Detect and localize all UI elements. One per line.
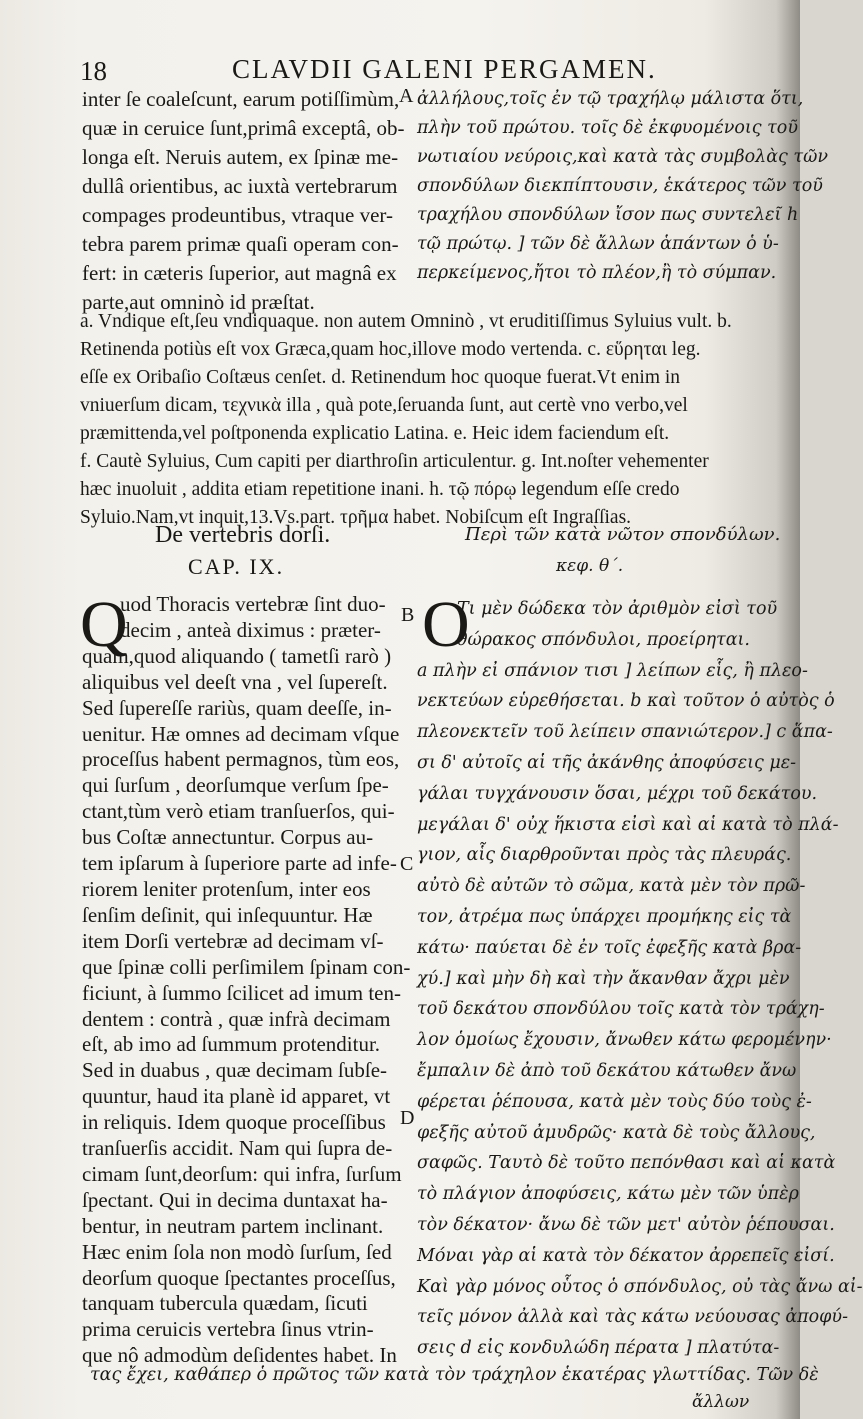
margin-letter-a: A xyxy=(399,85,414,107)
margin-letter-c: C xyxy=(400,853,414,875)
greek-bottom-line: τας ἔχει, καθάπερ ὁ πρῶτος τῶν κατὰ τὸν τράχηλον ἑκατέρας γλωττίδας. Τῶν δὲ xyxy=(90,1365,819,1385)
page-header xyxy=(74,50,764,84)
text-line: πλεονεκτεῖν τοῦ λείπειν σπανιώτερον.] c ἅπα- xyxy=(417,722,833,743)
text-line: tanquam tubercula quædam, ſicuti xyxy=(82,1291,368,1316)
text-line: longa eſt. Neruis autem, ex ſpinæ me- xyxy=(82,145,399,169)
margin-letter-b: B xyxy=(401,604,415,626)
text-line: uod Thoracis vertebræ ſint duo- xyxy=(120,592,386,616)
text-line: κάτω· παύεται δὲ ἐν τοῖς ἐφεξῆς κατὰ βρα- xyxy=(417,937,802,958)
text-line: σεις d εἰς κονδυλώδη πέρατα ] πλατύτα- xyxy=(417,1338,780,1359)
page-number: 18 xyxy=(80,56,107,86)
footnotes xyxy=(80,308,760,532)
text-line: bus Coſtæ annectuntur. Corpus au- xyxy=(82,825,374,850)
text-line: compages prodeuntibus, vtraque ver- xyxy=(82,203,393,227)
text-line: dentem : contrà , quæ infrà decimam xyxy=(82,1006,391,1031)
text-line: ſpectant. Qui in decima duntaxat ha- xyxy=(82,1187,388,1212)
text-line: ctant,tùm verò etiam tranſuerſos, qui- xyxy=(82,799,395,824)
catchword: ἄλλων xyxy=(692,1392,750,1412)
text-line: Sed ſupereſſe rariùs, quam deeſſe, in- xyxy=(82,695,392,720)
text-line: parte,aut omninò id præſtat. xyxy=(82,290,315,314)
text-line: hæc inuoluit , addita etiam repetitione inani. h. τῷ πόρῳ legendum eſſe credo xyxy=(80,479,680,500)
text-line: tem ipſarum à ſuperiore parte ad infe- xyxy=(82,851,397,876)
text-line: dullâ orientibus, ac iuxtà vertebrarum xyxy=(82,174,398,198)
text-line: tebra parem primæ quaſi operam con- xyxy=(82,232,399,256)
running-head: CLAVDII GALENI PERGAMEN. xyxy=(232,54,657,84)
text-line: τεῖς μόνον ἀλλὰ καὶ τὰς κάτω νεύουσας ἀποφύ- xyxy=(417,1307,848,1328)
text-line: a. Vndique eſt,ſeu vndiquaque. non autem Omninò , vt eruditiſſimus Syluius vult. b. xyxy=(80,311,732,332)
text-line: θώρακος σπόνδυλοι, προείρηται. xyxy=(457,629,750,650)
text-line: φέρεται ῥέπουσα, κατὰ μὲν τοὺς δύο τοὺς ἐ- xyxy=(417,1091,812,1112)
text-line: μεγάλαι δ' οὐχ ἥκιστα εἰσὶ καὶ αἱ κατὰ τὸ πλά- xyxy=(417,814,839,835)
text-line: decim , anteà diximus : præter- xyxy=(120,617,381,642)
chapter-title-latin: De vertebris dorſi. xyxy=(155,522,331,548)
main-greek-column xyxy=(417,588,863,1364)
text-line: Sed in duabus , quæ decimam ſubſe- xyxy=(82,1058,388,1083)
text-line: φεξῆς αὐτοῦ ἀμυδρῶς· κατὰ δὲ τοὺς ἄλλους, xyxy=(417,1122,816,1143)
text-line: τῷ πρώτῳ. ] τῶν δὲ ἄλλων ἁπάντων ὁ ὑ- xyxy=(417,234,779,254)
text-line: τὸν δέκατον· ἄνω δὲ τῶν μετ' αὐτὸν ῥέπουσαι. xyxy=(417,1214,835,1235)
text-line: τὸ πλάγιον ἀποφύσεις, κάτω μὲν τῶν ὑπὲρ xyxy=(417,1184,799,1205)
main-latin-column xyxy=(80,588,411,1369)
text-line: a πλὴν εἰ σπάνιον τισι ] λείπων εἷς, ἢ πλεο- xyxy=(417,660,808,681)
text-line: νεκτεύων εὑρεθήσεται. b καὶ τοῦτον ὁ αὐτὸς ὁ xyxy=(417,691,835,712)
text-line: prima ceruicis vertebra ſinus vtrin- xyxy=(82,1317,374,1342)
text-line: tranſuerſis accidit. Nam qui ſupra de- xyxy=(82,1136,393,1161)
top-greek-column xyxy=(417,85,828,288)
text-line: γάλαι τυγχάνουσιν ὅσαι, μέχρι τοῦ δεκάτου. xyxy=(417,783,818,804)
text-line: ſenſim deſinit, qui inſequuntur. Hæ xyxy=(82,902,373,927)
text-line: in reliquis. Idem quoque proceſſibus xyxy=(82,1110,386,1135)
chapter-number-latin: CAP. IX. xyxy=(188,554,285,579)
text-line: qui ſurſum , deorſumque verſum ſpe- xyxy=(82,773,389,798)
text-line: quæ in ceruice ſunt,primâ exceptâ, ob- xyxy=(82,116,405,140)
text-line: eſt, ab imo ad ſummum protenditur. xyxy=(82,1032,381,1057)
top-latin-column xyxy=(82,85,404,317)
text-line: αὐτὸ δὲ αὐτῶν τὸ σῶμα, κατὰ μὲν τὸν πρῶ- xyxy=(417,876,806,897)
text-line: Καὶ γὰρ μόνος οὗτος ὁ σπόνδυλος, οὐ τὰς ἄνω αἰ- xyxy=(417,1276,863,1297)
text-line: proceſſus habent permagnos, tùm eos, xyxy=(82,747,400,772)
margin-letter-d: D xyxy=(400,1107,415,1129)
text-line: que nô admodùm deſidentes habet. In xyxy=(82,1343,397,1368)
text-line: χύ.] καὶ μὴν δὴ καὶ τὴν ἄκανθαν ἄχρι μὲν xyxy=(417,968,790,989)
text-line: item Dorſi vertebræ ad decimam vſ- xyxy=(82,928,384,953)
latin-drop-cap: Q xyxy=(80,588,128,661)
text-line: Hæc enim ſola non modò ſurſum, ſed xyxy=(82,1239,392,1264)
text-line: inter ſe coaleſcunt, earum potiſſimùm, xyxy=(82,87,400,111)
text-line: quuntur, haud ita planè id apparet, vt xyxy=(82,1084,391,1109)
text-line: τοῦ δεκάτου σπονδύλου τοῖς κατὰ τὸν τράχη- xyxy=(417,999,825,1020)
text-line: γιον, αἷς διαρθροῦνται πρὸς τὰς πλευράς. xyxy=(417,845,792,866)
text-line: quam,quod aliquando ( tametſi rarò ) xyxy=(82,643,392,668)
text-line: que ſpinæ colli perſimilem ſpinam con- xyxy=(82,954,411,979)
text-line: σαφῶς. Ταυτὸ δὲ τοῦτο πεπόνθασι καὶ αἱ κατὰ xyxy=(417,1153,836,1174)
text-line: Syluio.Nam,vt inquit,13.Vs.part. τρῆμα habet. Nobiſcum eſt Ingraſſias. xyxy=(80,507,632,528)
text-line: σι δ' αὐτοῖς αἱ τῆς ἀκάνθης ἀποφύσεις με- xyxy=(417,752,797,773)
text-line: ficiunt, à ſummo ſcilicet ad imum ten- xyxy=(82,980,401,1005)
text-line: λον ὁμοίως ἔχουσιν, ἄνωθεν κάτω φερομένην· xyxy=(417,1030,832,1051)
text-line: πλὴν τοῦ πρώτου. τοῖς δὲ ἐκφυομένοις τοῦ xyxy=(417,118,798,138)
text-line: fert: in cæteris ſuperior, aut magnâ ex xyxy=(82,261,397,285)
text-line: Retinenda potiùs eſt vox Græca,quam hoc,illove modo vertenda. c. εὕρηται leg. xyxy=(80,339,701,360)
greek-drop-cap: O xyxy=(422,588,470,661)
text-line: Τι μὲν δώδεκα τὸν ἀριθμὸν εἰσὶ τοῦ xyxy=(457,599,778,619)
text-line: σπονδύλων διεκπίπτουσιν, ἑκάτερος τῶν τοῦ xyxy=(417,176,823,196)
text-line: vniuerſum dicam, τεχνικὰ illa , quà pote,ſeruanda ſunt, aut certè vno verbo,vel xyxy=(80,395,688,416)
text-line: deorſum quoque ſpectantes proceſſus, xyxy=(82,1265,396,1290)
text-line: f. Cautè Syluius, Cum capiti per diarthroſin articulentur. g. Int.noſter vehementer xyxy=(80,451,709,472)
text-line: περκείμενος,ἤτοι τὸ πλέον,ἢ τὸ σύμπαν. xyxy=(417,263,777,283)
text-line: ἀλλήλους,τοῖς ἐν τῷ τραχήλῳ μάλιστα ὅτι, xyxy=(417,89,804,109)
text-line: præmittenda,vel poſtponenda explicatio Latina. e. Heic idem faciendum eſt. xyxy=(80,423,670,444)
text-line: eſſe ex Oribaſio Coſtæus cenſet. d. Retinendum hoc quoque fuerat.Vt enim in xyxy=(80,367,681,388)
text-line: ἔμπαλιν δὲ ἀπὸ τοῦ δεκάτου κάτωθεν ἄνω xyxy=(417,1060,797,1081)
text-line: τον, ἀτρέμα πως ὑπάρχει προμήκης εἰς τὰ xyxy=(417,906,792,927)
text-line: Μόναι γὰρ αἱ κατὰ τὸν δέκατον ἀρρεπεῖς εἰσί. xyxy=(417,1245,835,1266)
chapter-title-greek: Περὶ τῶν κατὰ νῶτον σπονδύλων. xyxy=(465,524,781,545)
text-line: uenitur. Hæ omnes ad decimam vſque xyxy=(82,721,400,746)
chapter-number-greek: κεφ. θ´. xyxy=(556,556,624,576)
text-line: τραχήλου σπονδύλων ἴσον πως συντελεῖ h xyxy=(417,205,799,225)
text-line: νωτιαίου νεύροις,καὶ κατὰ τὰς συμβολὰς τῶν xyxy=(417,147,828,167)
text-line: cimam ſunt,deorſum: qui infra, ſurſum xyxy=(82,1161,402,1186)
text-line: bentur, in neutram partem inclinant. xyxy=(82,1213,384,1238)
text-line: aliquibus vel deeſt vna , vel ſupereſt. xyxy=(82,669,388,694)
text-line: riorem leniter protenſum, inter eos xyxy=(82,876,371,901)
